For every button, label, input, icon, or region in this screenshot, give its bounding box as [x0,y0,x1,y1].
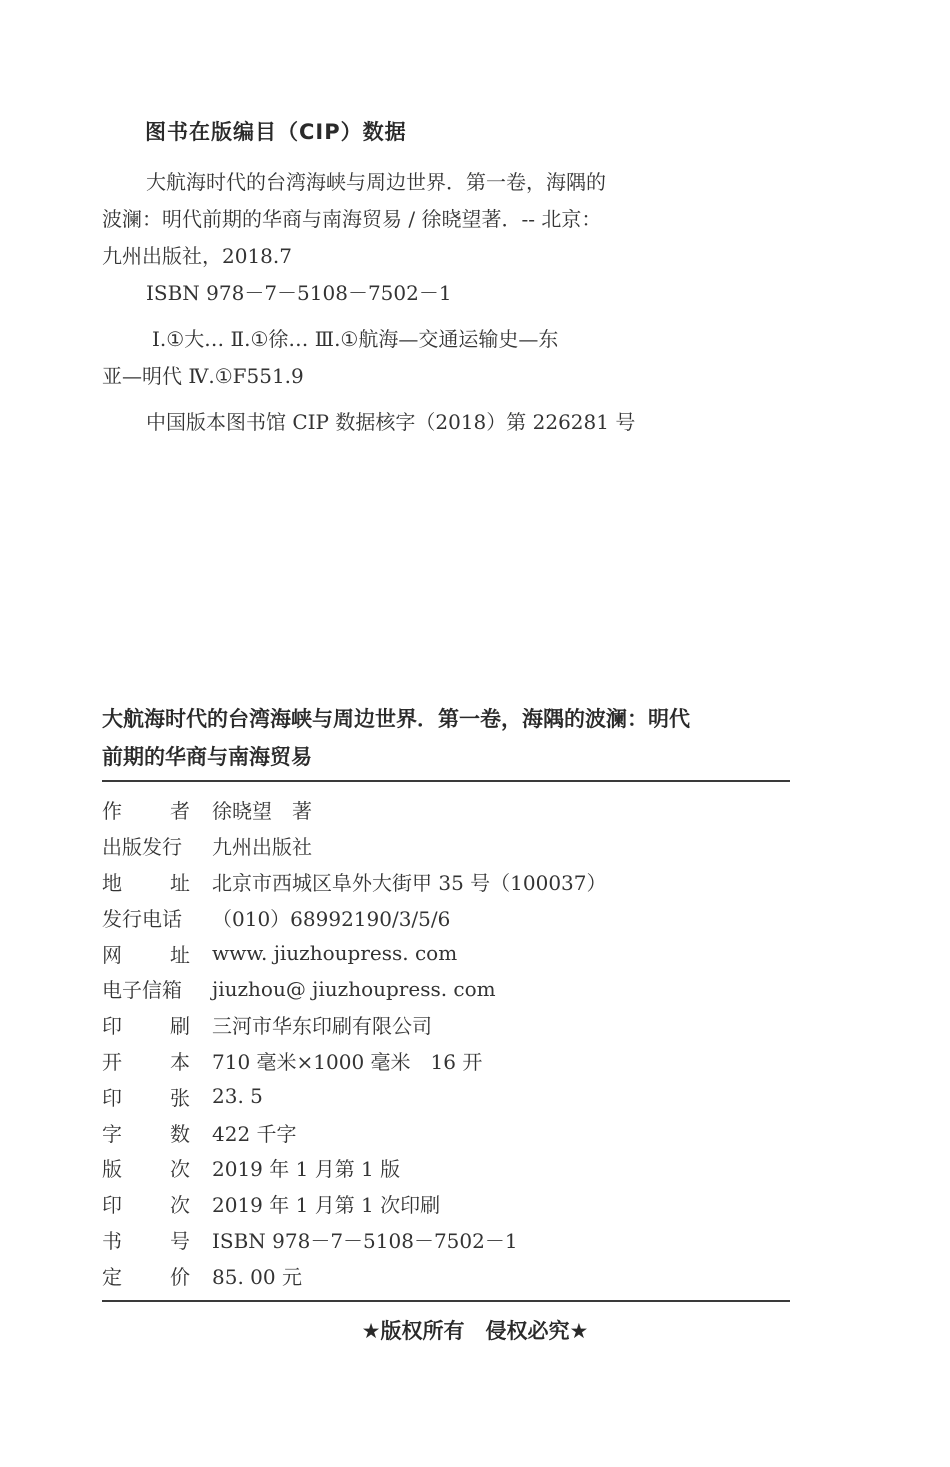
detail-label: 刷 [170,1014,190,1039]
top-rule [102,780,790,782]
detail-row [102,1186,792,1222]
detail-label: 印 [102,1193,122,1218]
cip-subject-line: 亚—明代 Ⅳ.①F551.9 [102,364,304,388]
detail-label: 址 [170,942,190,967]
detail-row [102,899,792,935]
book-title [102,700,792,776]
detail-label: 网 [102,942,122,967]
detail-row [102,864,792,900]
detail-label: 版 [102,1157,122,1182]
detail-label: 字 [102,1121,122,1146]
detail-value: 徐晓望 著 [212,799,312,824]
detail-row [102,1222,792,1258]
publication-details [102,792,792,1293]
cip-line: 九州出版社，2018.7 [102,244,292,268]
detail-label: 张 [170,1085,190,1110]
detail-row [102,792,792,828]
detail-value: 85. 00 元 [212,1264,302,1289]
detail-label: 印 [102,1014,122,1039]
detail-value: www. jiuzhoupress. com [212,941,458,966]
cip-line: 波澜：明代前期的华商与南海贸易 / 徐晓望著．-- 北京： [102,207,602,231]
book-title-line: 大航海时代的台湾海峡与周边世界．第一卷，海隅的波澜：明代 [102,707,690,731]
detail-label: 次 [170,1157,190,1182]
detail-value: 710 毫米×1000 毫米 16 开 [212,1049,483,1074]
detail-value: 2019 年 1 月第 1 次印刷 [212,1193,441,1218]
detail-label: 出版发行 [102,835,182,860]
cip-isbn: ISBN 978－7－5108－7502－1 [146,281,452,305]
cip-record [102,164,702,441]
detail-label: 址 [170,870,190,895]
detail-row [102,1043,792,1079]
cip-heading: 图书在版编目（CIP）数据 [145,120,407,144]
detail-label: 价 [170,1264,190,1289]
detail-label: 次 [170,1193,190,1218]
detail-label: 号 [170,1228,190,1253]
detail-row [102,1114,792,1150]
detail-value: jiuzhou@ jiuzhoupress. com [212,976,496,1001]
detail-row [102,935,792,971]
detail-value: ISBN 978－7－5108－7502－1 [212,1228,518,1253]
book-title-line: 前期的华商与南海贸易 [102,745,312,769]
cip-line: 大航海时代的台湾海峡与周边世界．第一卷，海隅的 [146,170,606,194]
detail-value: 九州出版社 [212,835,312,860]
detail-label: 书 [102,1228,122,1253]
detail-value: 422 千字 [212,1121,297,1146]
detail-value: 北京市西城区阜外大街甲 35 号（100037） [212,870,607,895]
detail-value: 23. 5 [212,1084,263,1109]
detail-label: 印 [102,1085,122,1110]
detail-label: 地 [102,870,122,895]
detail-value: （010）68992190/3/5/6 [212,906,451,931]
detail-label: 作 [102,799,122,824]
detail-value: 三河市华东印刷有限公司 [212,1014,432,1039]
detail-label: 开 [102,1049,122,1074]
detail-row [102,1257,792,1293]
detail-row [102,1007,792,1043]
detail-label: 数 [170,1121,190,1146]
detail-label: 电子信箱 [102,978,182,1003]
detail-label: 者 [170,799,190,824]
detail-row [102,1150,792,1186]
rights-notice: ★版权所有 侵权必究★ [361,1319,589,1343]
detail-row [102,971,792,1007]
bottom-rule [102,1300,790,1302]
detail-label: 发行电话 [102,906,182,931]
detail-value: 2019 年 1 月第 1 版 [212,1157,401,1182]
cip-approval-number: 中国版本图书馆 CIP 数据核字（2018）第 226281 号 [146,410,636,434]
detail-label: 本 [170,1049,190,1074]
cip-subject-line: Ⅰ.①大… Ⅱ.①徐… Ⅲ.①航海—交通运输史—东 [152,327,559,351]
detail-label: 定 [102,1264,122,1289]
detail-row [102,1078,792,1114]
detail-row [102,828,792,864]
